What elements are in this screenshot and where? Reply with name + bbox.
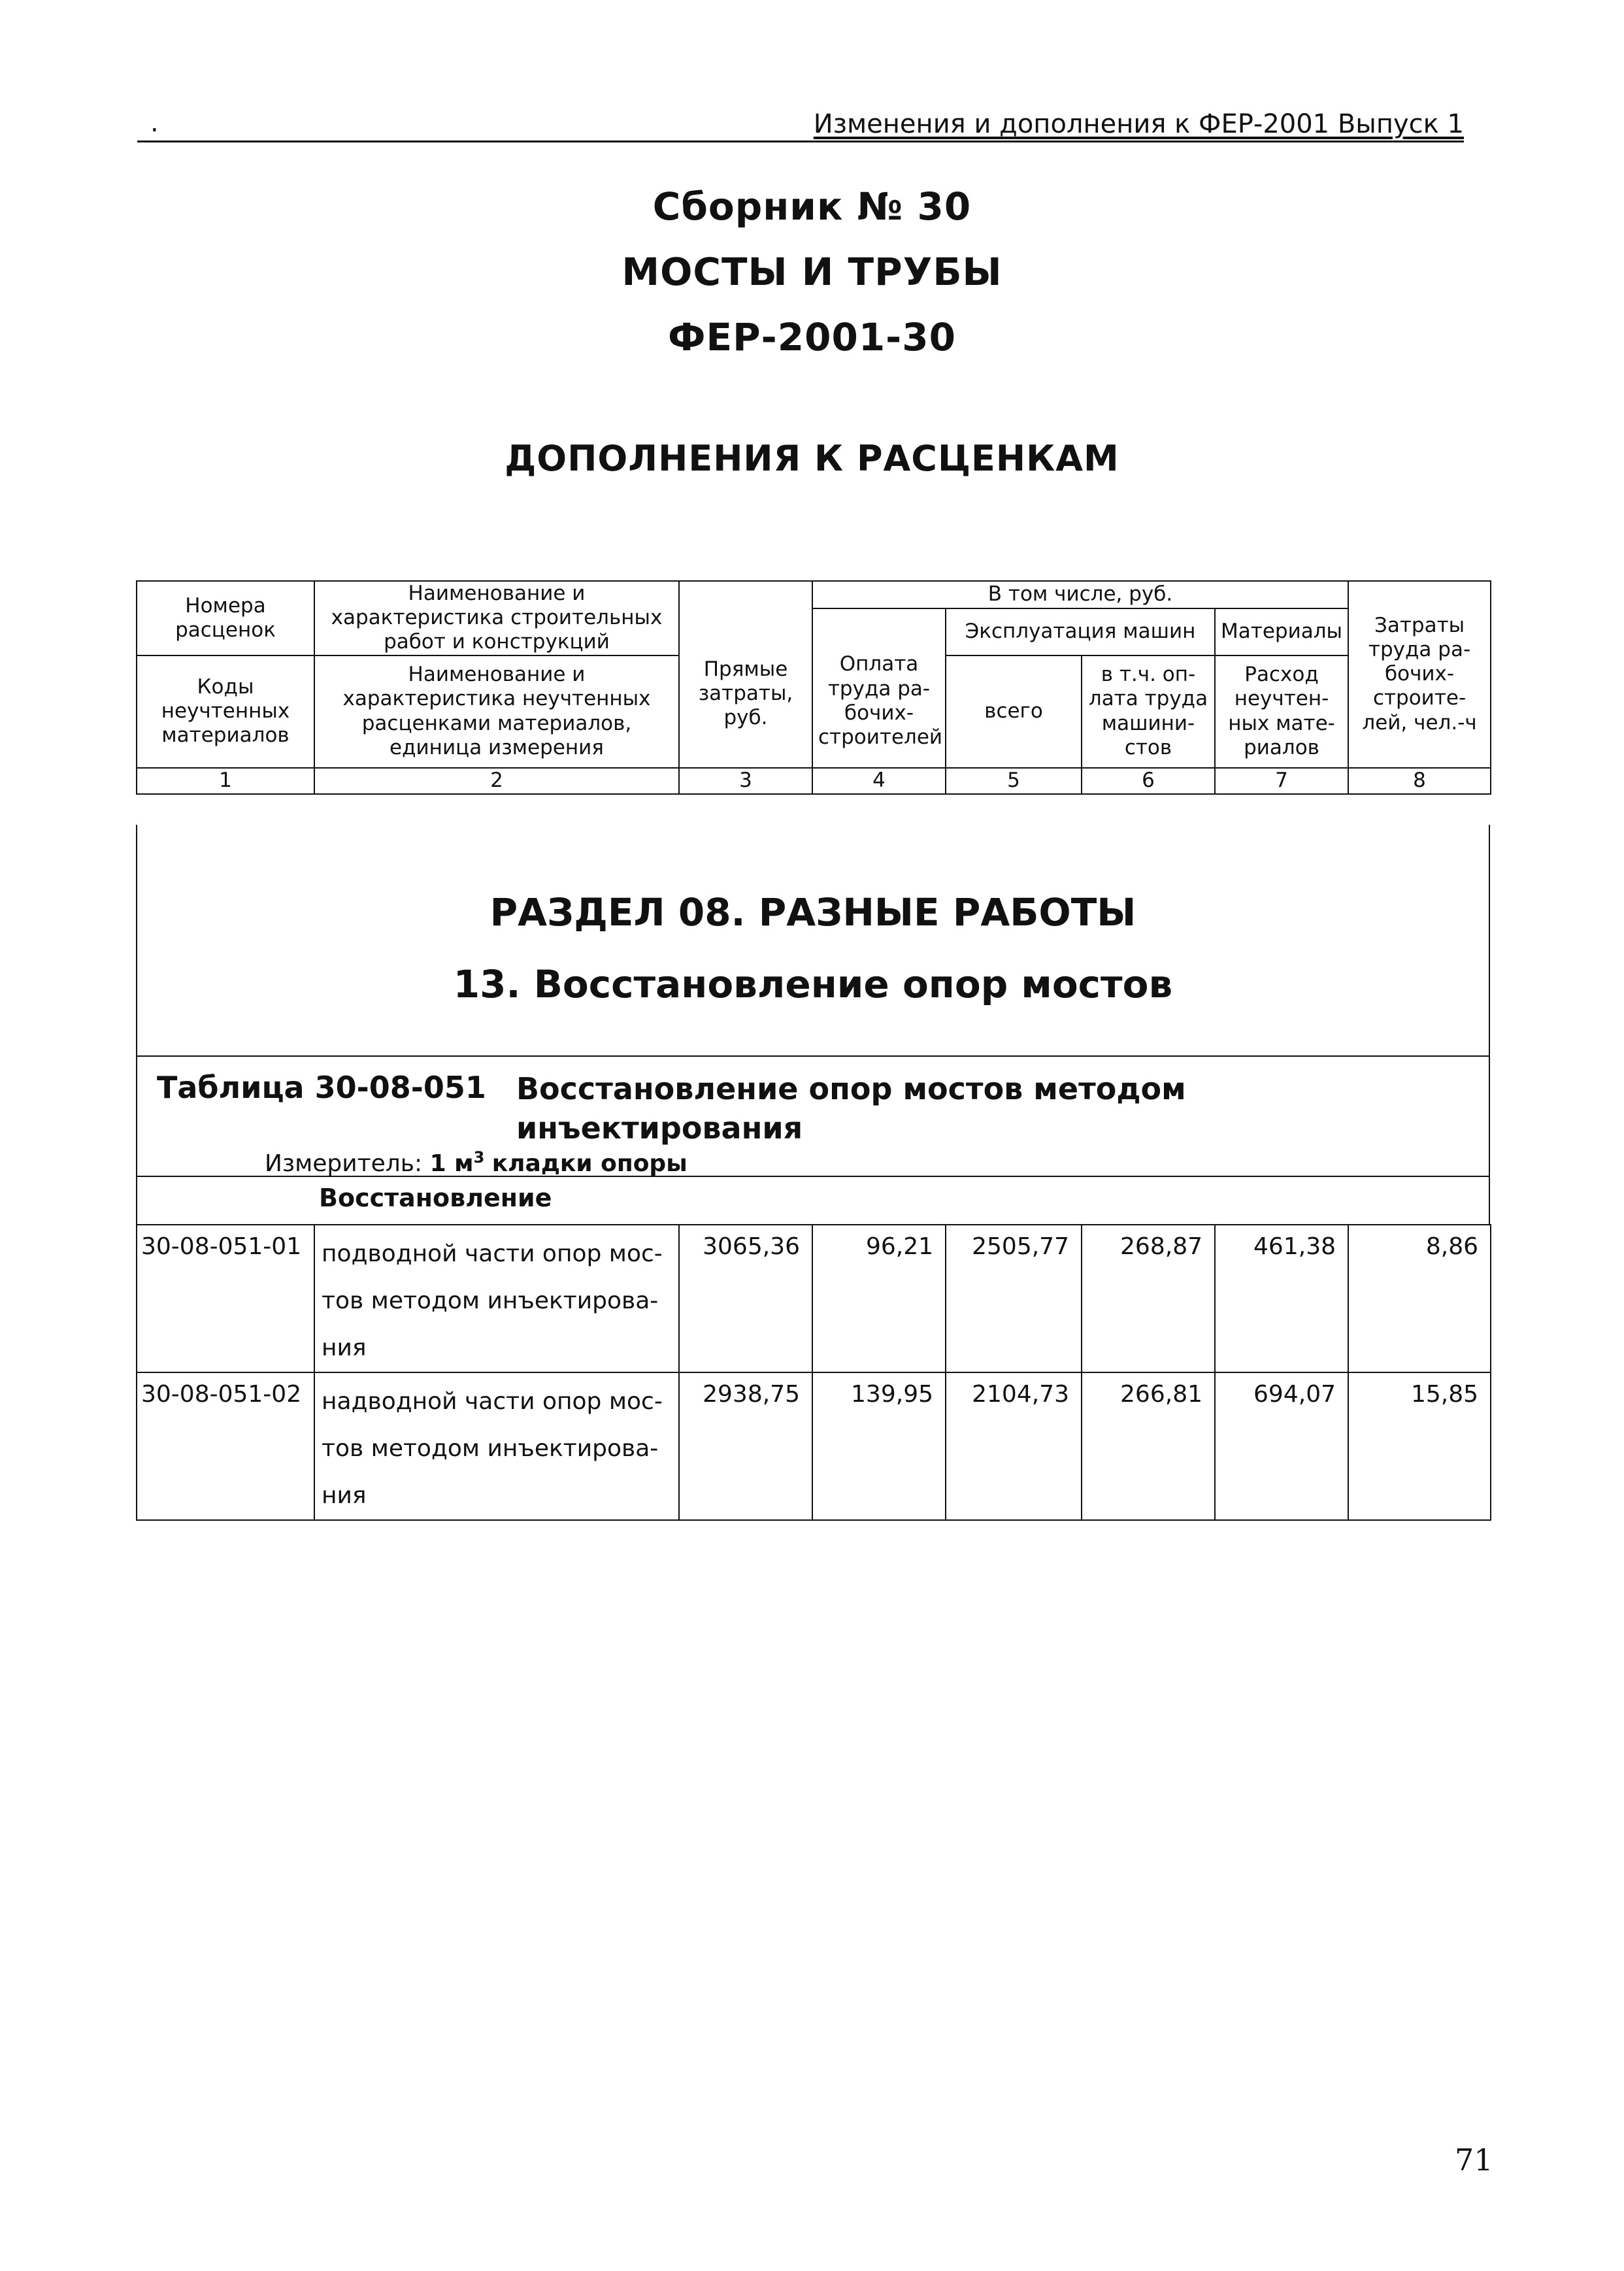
table-caption — [136, 1055, 1490, 1177]
header-col2-top: Наименование и характеристика строительных работ и конструкций — [314, 581, 679, 655]
column-number: 3 — [679, 768, 812, 794]
header-col7: Расход неучтен-ных мате-риалов — [1215, 655, 1348, 768]
header-col8: Затраты труда ра-бочих-строите-лей, чел.-ч — [1348, 581, 1491, 768]
section-block — [136, 825, 1490, 1057]
rate-description: надводной части опор мос-тов методом инъектирова-ния — [314, 1372, 679, 1520]
column-number: 5 — [946, 768, 1082, 794]
collection-title: Сборник № 30 — [652, 184, 972, 229]
labor-cost: 96,21 — [812, 1225, 946, 1372]
running-head — [137, 108, 1464, 142]
subject-title: МОСТЫ И ТРУБЫ — [621, 250, 1003, 294]
group-label: Восстановление — [319, 1184, 552, 1212]
meter-value: 1 м — [429, 1150, 474, 1177]
running-head-dot: . — [150, 108, 159, 138]
rate-code: 30-08-051-02 — [137, 1372, 314, 1520]
column-number: 1 — [137, 768, 314, 794]
code-title: ФЕР-2001-30 — [668, 315, 956, 359]
labor-hours: 15,85 — [1348, 1372, 1491, 1520]
meter-sup: 3 — [473, 1148, 485, 1167]
rate-code: 30-08-051-01 — [137, 1225, 314, 1372]
machines-cost: 2104,73 — [946, 1372, 1082, 1520]
operators-cost: 268,87 — [1082, 1225, 1215, 1372]
header-col1-bottom: Коды неучтенных материалов — [137, 655, 314, 768]
labor-cost: 139,95 — [812, 1372, 946, 1520]
header-machines: Эксплуатация машин — [946, 608, 1215, 655]
rate-description: подводной части опор мос-тов методом инъектирова-ния — [314, 1225, 679, 1372]
rates-table — [136, 1224, 1491, 1521]
header-table — [136, 580, 1491, 795]
page-number: 71 — [1455, 2142, 1493, 2178]
section-subtitle: 13. Восстановление опор мостов — [453, 962, 1173, 1006]
operators-cost: 266,81 — [1082, 1372, 1215, 1520]
column-number: 4 — [812, 768, 946, 794]
table-name-line: инъектирования — [516, 1110, 803, 1146]
header-materials: Материалы — [1215, 608, 1348, 655]
column-number: 6 — [1082, 768, 1215, 794]
header-col3: Прямые затраты, руб. — [679, 581, 812, 768]
section-title: РАЗДЕЛ 08. РАЗНЫЕ РАБОТЫ — [489, 890, 1136, 935]
header-col2-bottom: Наименование и характеристика неучтенных расценками материалов, единица измерения — [314, 655, 679, 768]
header-col5: всего — [946, 655, 1082, 768]
header-incl: В том числе, руб. — [812, 581, 1348, 608]
addition-title: ДОПОЛНЕНИЯ К РАСЦЕНКАМ — [505, 438, 1119, 479]
header-col4: Оплата труда ра-бочих-строителей — [812, 608, 946, 768]
column-number: 2 — [314, 768, 679, 794]
column-number: 7 — [1215, 768, 1348, 794]
direct-cost: 2938,75 — [679, 1372, 812, 1520]
group-row — [136, 1176, 1490, 1225]
machines-cost: 2505,77 — [946, 1225, 1082, 1372]
column-number: 8 — [1348, 768, 1491, 794]
materials-cost: 461,38 — [1215, 1225, 1348, 1372]
running-head-text: Изменения и дополнения к ФЕР-2001 Выпуск 1 — [813, 109, 1464, 139]
direct-cost: 3065,36 — [679, 1225, 812, 1372]
meter-label: Измеритель: — [265, 1150, 423, 1177]
table-row — [137, 1372, 1491, 1520]
header-col6: в т.ч. оп-лата труда машини-стов — [1082, 655, 1215, 768]
table-name — [516, 1070, 1186, 1148]
materials-cost: 694,07 — [1215, 1372, 1348, 1520]
meter — [265, 1148, 688, 1177]
header-col1-top: Номера расценок — [137, 581, 314, 655]
labor-hours: 8,86 — [1348, 1225, 1491, 1372]
table-label: Таблица 30-08-051 — [157, 1070, 486, 1105]
table-row — [137, 1225, 1491, 1372]
meter-rest: кладки опоры — [491, 1150, 688, 1177]
table-name-line: Восстановление опор мостов методом — [516, 1071, 1186, 1106]
